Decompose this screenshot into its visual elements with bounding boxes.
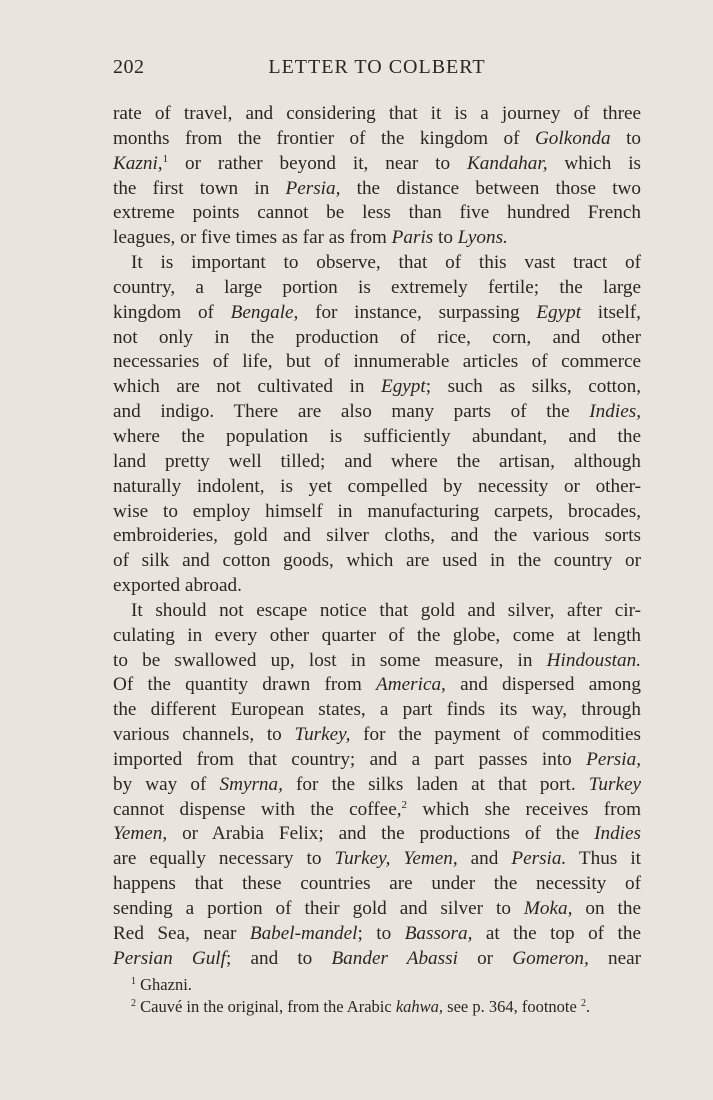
text-line: rate of travel, and considering that it is a journey of three xyxy=(113,103,641,124)
page-header xyxy=(113,56,641,86)
text-line: embroideries, gold and silver cloths, and the various sorts xyxy=(113,525,641,547)
text-line: are equally necessary to Turkey, Yemen, and Persia. Thus it xyxy=(113,848,641,870)
text-line: where the population is sufficiently abundant, and the xyxy=(113,425,641,447)
footnote: $^1$ Ghazni. xyxy=(131,975,192,994)
running-title: LETTER TO COLBERT xyxy=(268,56,486,78)
text-line: Yemen, or Arabia Felix; and the productions of the Indies xyxy=(113,823,641,845)
text-line: by way of Smyrna, for the silks laden at that port. Turkey xyxy=(113,773,641,795)
text-line: the first town in Persia, the distance between those two xyxy=(113,177,642,199)
text-line: It should not escape notice that gold and silver, after cir- xyxy=(131,599,641,621)
text-line: necessaries of life, but of innumerable articles of commerce xyxy=(113,351,641,373)
text-line: naturally indolent, is yet compelled by necessity or other- xyxy=(113,475,641,497)
text-line: to be swallowed up, lost in some measure, in Hindoustan. xyxy=(113,649,641,671)
text-line: happens that these countries are under the necessity of xyxy=(113,873,641,895)
text-line: Kazni,$^1$ or rather beyond it, near to Kandahar, which is xyxy=(113,152,641,174)
text-line: Red Sea, near Babel-mandel; to Bassora, at the top of the xyxy=(113,922,641,944)
text-line: not only in the production of rice, corn, and other xyxy=(113,326,641,348)
text-line: Of the quantity drawn from America, and dispersed among xyxy=(113,674,641,696)
text-line: various channels, to Turkey, for the payment of commodities xyxy=(113,724,641,746)
text-line: extreme points cannot be less than five hundred French xyxy=(113,202,641,224)
text-line: which are not cultivated in Egypt; such as silks, cotton, xyxy=(113,376,641,398)
text-line: land pretty well tilled; and where the artisan, although xyxy=(113,450,641,472)
text-line: the different European states, a part finds its way, through xyxy=(113,699,641,721)
text-line: leagues, or five times as far as from Paris to Lyons. xyxy=(113,227,508,249)
text-line: sending a portion of their gold and silver to Moka, on the xyxy=(113,898,641,919)
text-line: kingdom of Bengale, for instance, surpassing Egypt itself, xyxy=(113,301,641,323)
body-text xyxy=(113,102,641,972)
footnotes xyxy=(113,974,641,1018)
text-line: and indigo. There are also many parts of the Indies, xyxy=(113,401,641,423)
text-line: Persian Gulf; and to Bander Abassi or Gomeron, near xyxy=(113,947,641,969)
text-line: country, a large portion is extremely fertile; the large xyxy=(113,276,641,298)
page-number: 202 xyxy=(113,56,145,78)
footnote: $^2$ Cauvé in the original, from the Arabic kahwa, see p. 364, footnote $^2$. xyxy=(131,997,591,1016)
text-line: exported abroad. xyxy=(113,575,242,597)
text-line: culating in every other quarter of the globe, come at length xyxy=(113,624,641,646)
text-line: months from the frontier of the kingdom of Golkonda to xyxy=(113,127,641,149)
text-line: It is important to observe, that of this vast tract of xyxy=(131,252,641,274)
text-line: wise to employ himself in manufacturing carpets, brocades, xyxy=(113,500,641,522)
text-line: cannot dispense with the coffee,$^2$ which she receives from xyxy=(113,798,641,820)
text-line: of silk and cotton goods, which are used in the country or xyxy=(113,550,641,572)
text-line: imported from that country; and a part passes into Persia, xyxy=(113,748,641,770)
